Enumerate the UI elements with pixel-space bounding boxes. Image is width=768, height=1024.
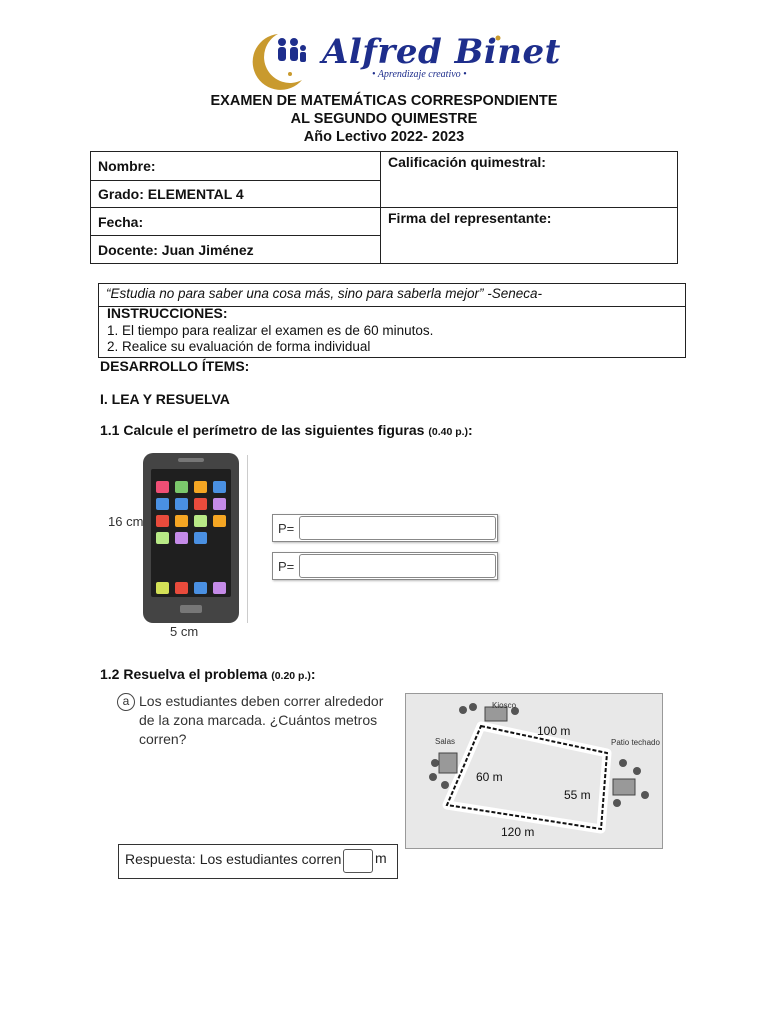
problem-line: Los estudiantes deben correr alrededor [139,693,384,709]
patio-label: Patio techado [611,738,660,747]
problem-line: corren? [139,731,187,747]
phone-illustration [142,452,242,626]
answer-box [118,844,398,879]
grade-field[interactable]: Calificación quimestral: [381,152,678,208]
logo-tagline: • Aprendizaje creativo • [372,69,467,80]
instruction-item: 1. El tiempo para realizar el examen es de 60 minutos. [107,323,434,338]
answer-unit: m [375,850,387,866]
family-icon [278,38,306,62]
answer-text: Respuesta: Los estudiantes corren [125,851,342,867]
instruction-item: 2. Realice su evaluación de forma individual [107,339,371,354]
dimension-line [247,455,252,623]
section-read-solve: I. LEA Y RESUELVA [100,391,230,407]
top-side-label: 100 m [537,724,571,738]
name-field[interactable]: Nombre: [91,152,381,181]
perimeter-label: P= [278,521,295,536]
question-1-2-points: (0.20 p.) [271,670,311,682]
question-1-2-colon: : [310,666,316,682]
date-field[interactable]: Fecha: [91,208,381,236]
question-1-1-points: (0.40 p.) [428,426,469,438]
logo-name: Alfred Binet [322,32,561,72]
question-1-1-colon: : [468,422,473,438]
section-development: DESARROLLO ÍTEMS: [100,358,250,374]
seneca-quote: “Estudia no para saber una cosa más, sino para saberla mejor” -Seneca- [106,286,542,301]
running-track-map [405,693,663,849]
perimeter-input-1[interactable] [299,516,496,540]
instructions-box [98,283,686,358]
home-button [180,605,202,613]
perimeter-input-2[interactable] [299,554,496,578]
perimeter-answer-1[interactable] [272,514,498,542]
right-side-label: 55 m [564,788,591,802]
perimeter-answer-2[interactable] [272,552,498,580]
answer-input[interactable] [343,849,373,873]
question-1-2 [100,666,316,682]
left-side-label: 60 m [476,770,503,784]
bottom-side-label: 120 m [501,825,535,839]
exam-title-line2: AL SEGUNDO QUIMESTRE [290,111,478,127]
question-1-2-text: 1.2 Resuelva el problema [100,666,268,682]
kiosco-label: Kiosco [492,701,517,710]
salas-label: Salas [435,737,456,746]
instructions-heading: INSTRUCCIONES: [107,305,228,321]
perimeter-label: P= [278,559,295,574]
problem-text [139,692,383,749]
exam-title-line1: EXAMEN DE MATEMÁTICAS CORRESPONDIENTE [210,93,558,109]
signature-field[interactable]: Firma del representante: [381,208,678,264]
teacher-name: Docente: Juan Jiménez [91,236,381,264]
question-1-1 [100,422,473,438]
exam-title-line3: Año Lectivo 2022- 2023 [303,129,465,145]
student-info-table [90,151,678,264]
question-1-1-text: 1.1 Calcule el perímetro de las siguientes figuras [100,422,425,438]
item-marker: a [117,693,135,711]
phone-width-label: 5 cm [170,624,199,639]
grade-level: Grado: ELEMENTAL 4 [91,181,381,208]
phone-height-label: 16 cm [108,514,144,529]
problem-line: de la zona marcada. ¿Cuántos metros [139,712,378,728]
